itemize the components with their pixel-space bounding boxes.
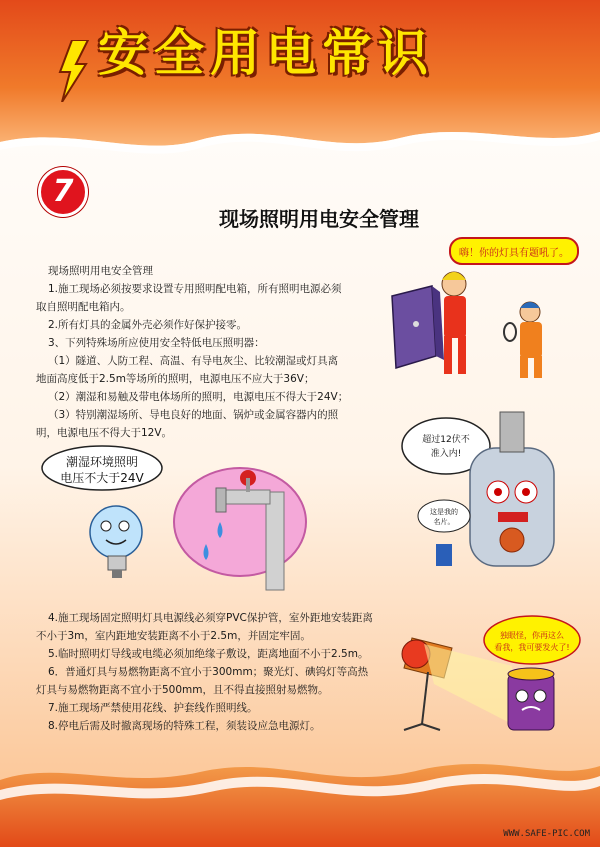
- tank-bubble-line2: 准入内!: [430, 449, 462, 459]
- text-line: 5.临时照明灯导线或电缆必须加绝缘子敷设，距离地面不小于2.5m。: [48, 648, 369, 660]
- electrician-cartoon: [388, 236, 588, 386]
- lightning-bolt-icon: [58, 40, 90, 102]
- spotlight-drum-cartoon: [382, 614, 582, 734]
- text-line: 地面高度低于2.5m等场所的照明，电源电压不应大于36V；: [36, 373, 315, 385]
- poster-title: 安全用电常识: [98, 24, 434, 82]
- text-line: 取自照明配电箱内。: [36, 301, 131, 313]
- text-line: 6．普通灯具与易燃物距离不宜小于300mm；聚光灯、碘钨灯等高热: [48, 666, 369, 678]
- text-line: 3、下列特殊场所应使用安全特低电压照明器：: [48, 337, 265, 349]
- drum-bubble-line2: 看我，我可要发火了!: [494, 643, 570, 652]
- text-line: （3）特别潮湿场所、导电良好的地面、锅炉或金属容器内的照: [48, 409, 339, 421]
- text-line: （2）潮湿和易触及带电体场所的照明，电源电压不得大于24V；: [48, 391, 349, 403]
- card-bubble-line1: 这是我的: [430, 508, 458, 516]
- worker-bubble-text: 嗨！你的灯具有题吼了。: [459, 248, 569, 259]
- tank-bubble-line1: 超过12伏不: [422, 435, 470, 445]
- text-line: 7.施工现场严禁使用花线、护套线作照明线。: [48, 702, 258, 714]
- text-block-1: [36, 262, 391, 442]
- text-line: 4.施工现场固定照明灯具电源线必须穿PVC保护管，室外距地安装距离: [48, 612, 373, 624]
- section-subtitle: 现场照明用电安全管理: [219, 207, 419, 231]
- lightbulb-cartoon: [40, 442, 170, 587]
- text-line: 灯具与易燃物距离不宜小于500mm，且不得直接照射易燃物。: [36, 684, 329, 696]
- card-bubble-line2: 名片。: [433, 518, 455, 526]
- text-line: 现场照明用电安全管理: [48, 265, 153, 277]
- text-line: （1）隧道、人防工程、高温、有导电灰尘、比较潮湿或灯具离: [48, 355, 339, 367]
- text-line: 明，电源电压不得大于12V。: [36, 427, 173, 439]
- text-line: 8.停电后需及时撤离现场的特殊工程，须装设应急电源灯。: [48, 720, 321, 732]
- bulb-bubble-line1: 潮湿环境照明: [65, 455, 139, 469]
- text-line: 1.施工现场必须按要求设置专用照明配电箱，所有照明电源必须: [48, 283, 342, 295]
- faucet-illustration: [170, 452, 310, 592]
- bulb-bubble-line2: 电压不大于24V: [60, 471, 144, 485]
- tank-monster-cartoon: [400, 404, 580, 579]
- drum-bubble-line1: 独眼怪，你再这么: [500, 631, 564, 640]
- watermark: WWW.SAFE-PIC.COM: [503, 829, 590, 839]
- section-number-badge: 7: [38, 167, 88, 217]
- text-line: 不小于3m，室内距地安装距离不小于2.5m，并固定牢固。: [36, 630, 311, 642]
- text-block-2: [36, 609, 410, 735]
- text-line: 2.所有灯具的金属外壳必须作好保护接零。: [48, 319, 248, 331]
